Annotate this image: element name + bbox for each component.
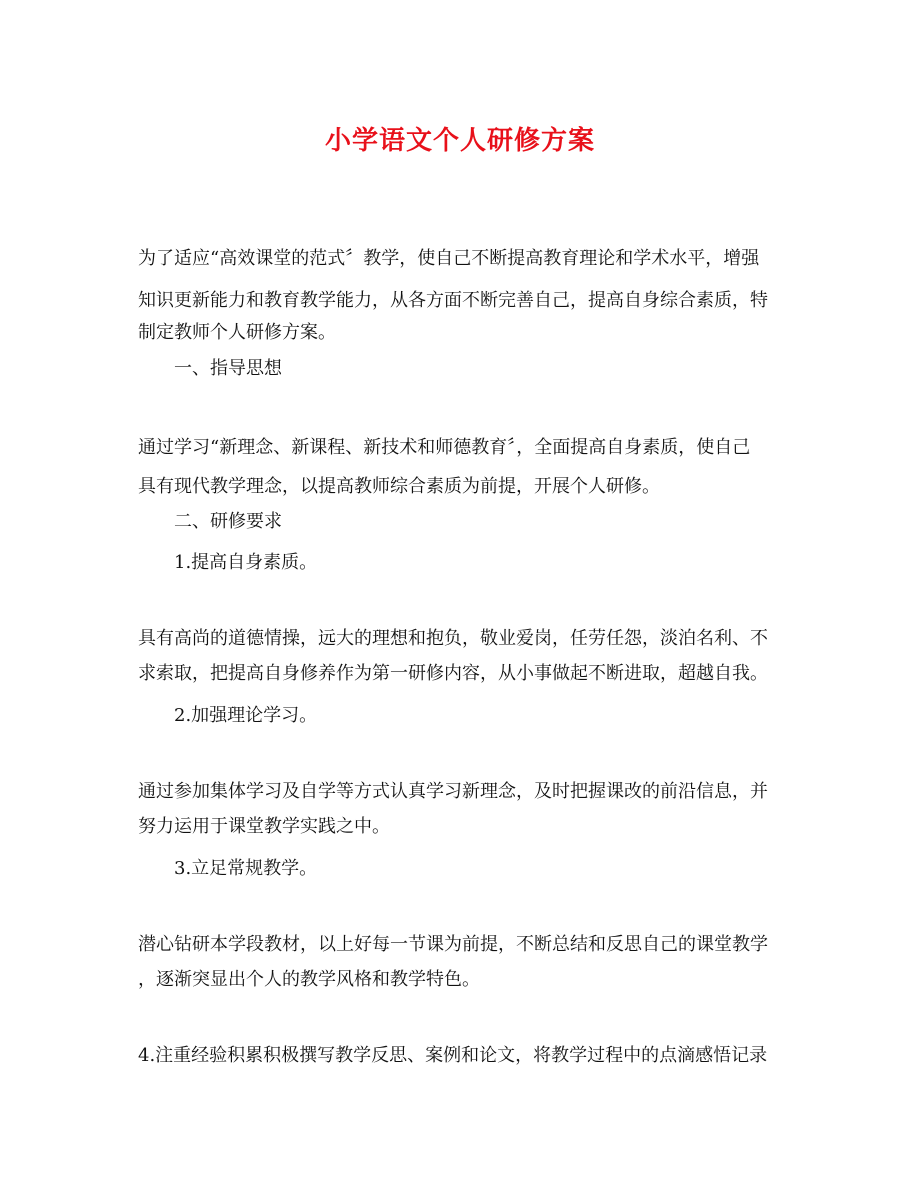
paragraph-line: 4.注重经验积累积极撰写教学反思、案例和论文，将教学过程中的点滴感悟记录: [138, 1045, 768, 1066]
paragraph-line: 努力运用于课堂教学实践之中。: [138, 816, 390, 837]
paragraph-line: 具有高尚的道德情操，远大的理想和抱负，敬业爱岗，任劳任怨，淡泊名利、不: [138, 628, 768, 649]
paragraph-line: 通过学习“新理念、新课程、新技术和师德教育〞，全面提高自身素质，使自己: [138, 437, 751, 458]
subsection-heading: 3.立足常规教学。: [174, 858, 318, 879]
section-heading: 一、指导思想: [174, 358, 282, 379]
paragraph-line: 制定教师个人研修方案。: [138, 322, 336, 343]
document-title: 小学语文个人研修方案: [324, 126, 595, 156]
paragraph-line: 知识更新能力和教育教学能力，从各方面不断完善自己，提高自身综合素质，特: [138, 290, 768, 311]
paragraph-line: 具有现代教学理念，以提高教师综合素质为前提，开展个人研修。: [138, 476, 660, 497]
paragraph-line: 为了适应“高效课堂的范式〞教学，使自己不断提高教育理论和学术水平，增强: [138, 248, 760, 269]
section-heading: 二、研修要求: [174, 511, 282, 532]
paragraph-line: ，逐渐突显出个人的教学风格和教学特色。: [138, 969, 480, 990]
paragraph-line: 潜心钻研本学段教材，以上好每一节课为前提，不断总结和反思自己的课堂教学: [138, 934, 768, 955]
paragraph-line: 求索取，把提高自身修养作为第一研修内容，从小事做起不断进取，超越自我。: [138, 663, 768, 684]
paragraph-line: 通过参加集体学习及自学等方式认真学习新理念，及时把握课改的前沿信息，并: [138, 781, 768, 802]
subsection-heading: 1.提高自身素质。: [174, 552, 318, 573]
subsection-heading: 2.加强理论学习。: [174, 705, 318, 726]
